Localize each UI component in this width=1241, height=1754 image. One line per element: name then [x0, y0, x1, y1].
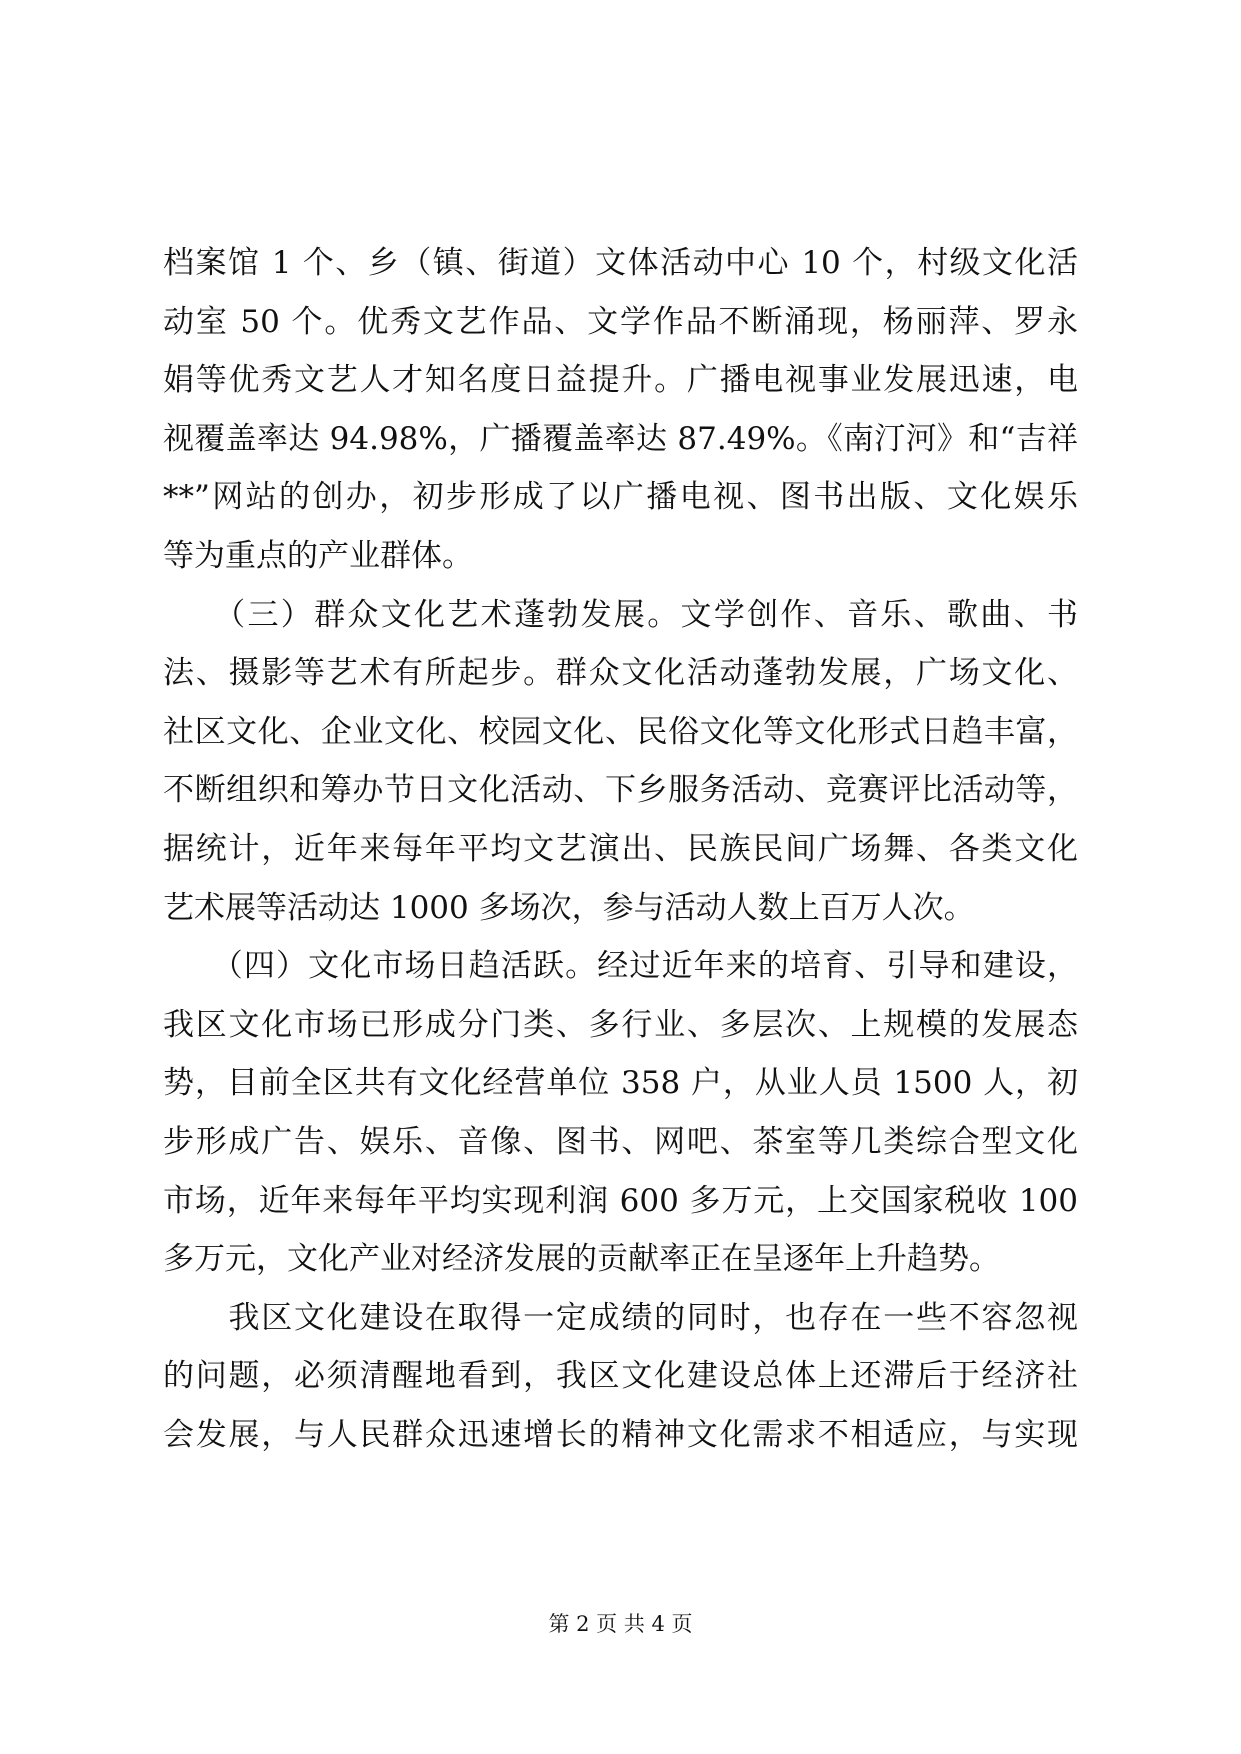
page-footer	[0, 1608, 1241, 1638]
text-line: 我区文化建设在取得一定成绩的同时，也存在一些不容忽视	[163, 1299, 1078, 1336]
text-line: 多万元，文化产业对经济发展的贡献率正在呈逐年上升趋势。	[163, 1241, 1000, 1278]
text-line: 档案馆 1 个、乡（镇、街道）文体活动中心 10 个，村级文化活	[163, 245, 1078, 281]
text-line: 的问题，必须清醒地看到，我区文化建设总体上还滞后于经济社	[163, 1358, 1078, 1395]
text-line: 法、摄影等艺术有所起步。群众文化活动蓬勃发展，广场文化、	[163, 655, 1078, 692]
text-line: 市场，近年来每年平均实现利润 600 多万元，上交国家税收 100	[163, 1182, 1078, 1219]
page-number-label: 第 2 页 共 4 页	[548, 1612, 693, 1636]
text-line: 动室 50 个。优秀文艺作品、文学作品不断涌现，杨丽萍、罗永	[163, 303, 1078, 340]
text-line: 不断组织和筹办节日文化活动、下乡服务活动、竞赛评比活动等，	[163, 772, 1078, 809]
paragraph-culture-market	[163, 937, 1078, 1289]
text-line: 视覆盖率达 94.98%，广播覆盖率达 87.49%。《南汀河》和“吉祥	[163, 420, 1078, 457]
text-line: 势，目前全区共有文化经营单位 358 户，从业人员 1500 人，初	[163, 1065, 1078, 1102]
paragraph-facilities	[163, 234, 1078, 586]
text-line: （四）文化市场日趋活跃。经过近年来的培育、引导和建设，	[163, 948, 1078, 985]
text-line: 等为重点的产业群体。	[163, 537, 473, 574]
text-line: （三）群众文化艺术蓬勃发展。文学创作、音乐、歌曲、书	[163, 596, 1078, 633]
paragraph-mass-culture	[163, 586, 1078, 938]
text-line: **”网站的创办，初步形成了以广播电视、图书出版、文化娱乐	[163, 479, 1078, 516]
text-line: 艺术展等活动达 1000 多场次，参与活动人数上百万人次。	[163, 889, 975, 926]
text-line: 会发展，与人民群众迅速增长的精神文化需求不相适应，与实现	[163, 1416, 1078, 1453]
paragraph-problems	[163, 1289, 1078, 1465]
text-line: 我区文化市场已形成分门类、多行业、多层次、上规模的发展态	[163, 1006, 1078, 1043]
text-line: 娟等优秀文艺人才知名度日益提升。广播电视事业发展迅速，电	[163, 362, 1078, 399]
text-line: 步形成广告、娱乐、音像、图书、网吧、茶室等几类综合型文化	[163, 1123, 1078, 1160]
document-body	[163, 234, 1078, 1464]
text-line: 社区文化、企业文化、校园文化、民俗文化等文化形式日趋丰富，	[163, 713, 1078, 750]
text-line: 据统计，近年来每年平均文艺演出、民族民间广场舞、各类文化	[163, 830, 1078, 867]
